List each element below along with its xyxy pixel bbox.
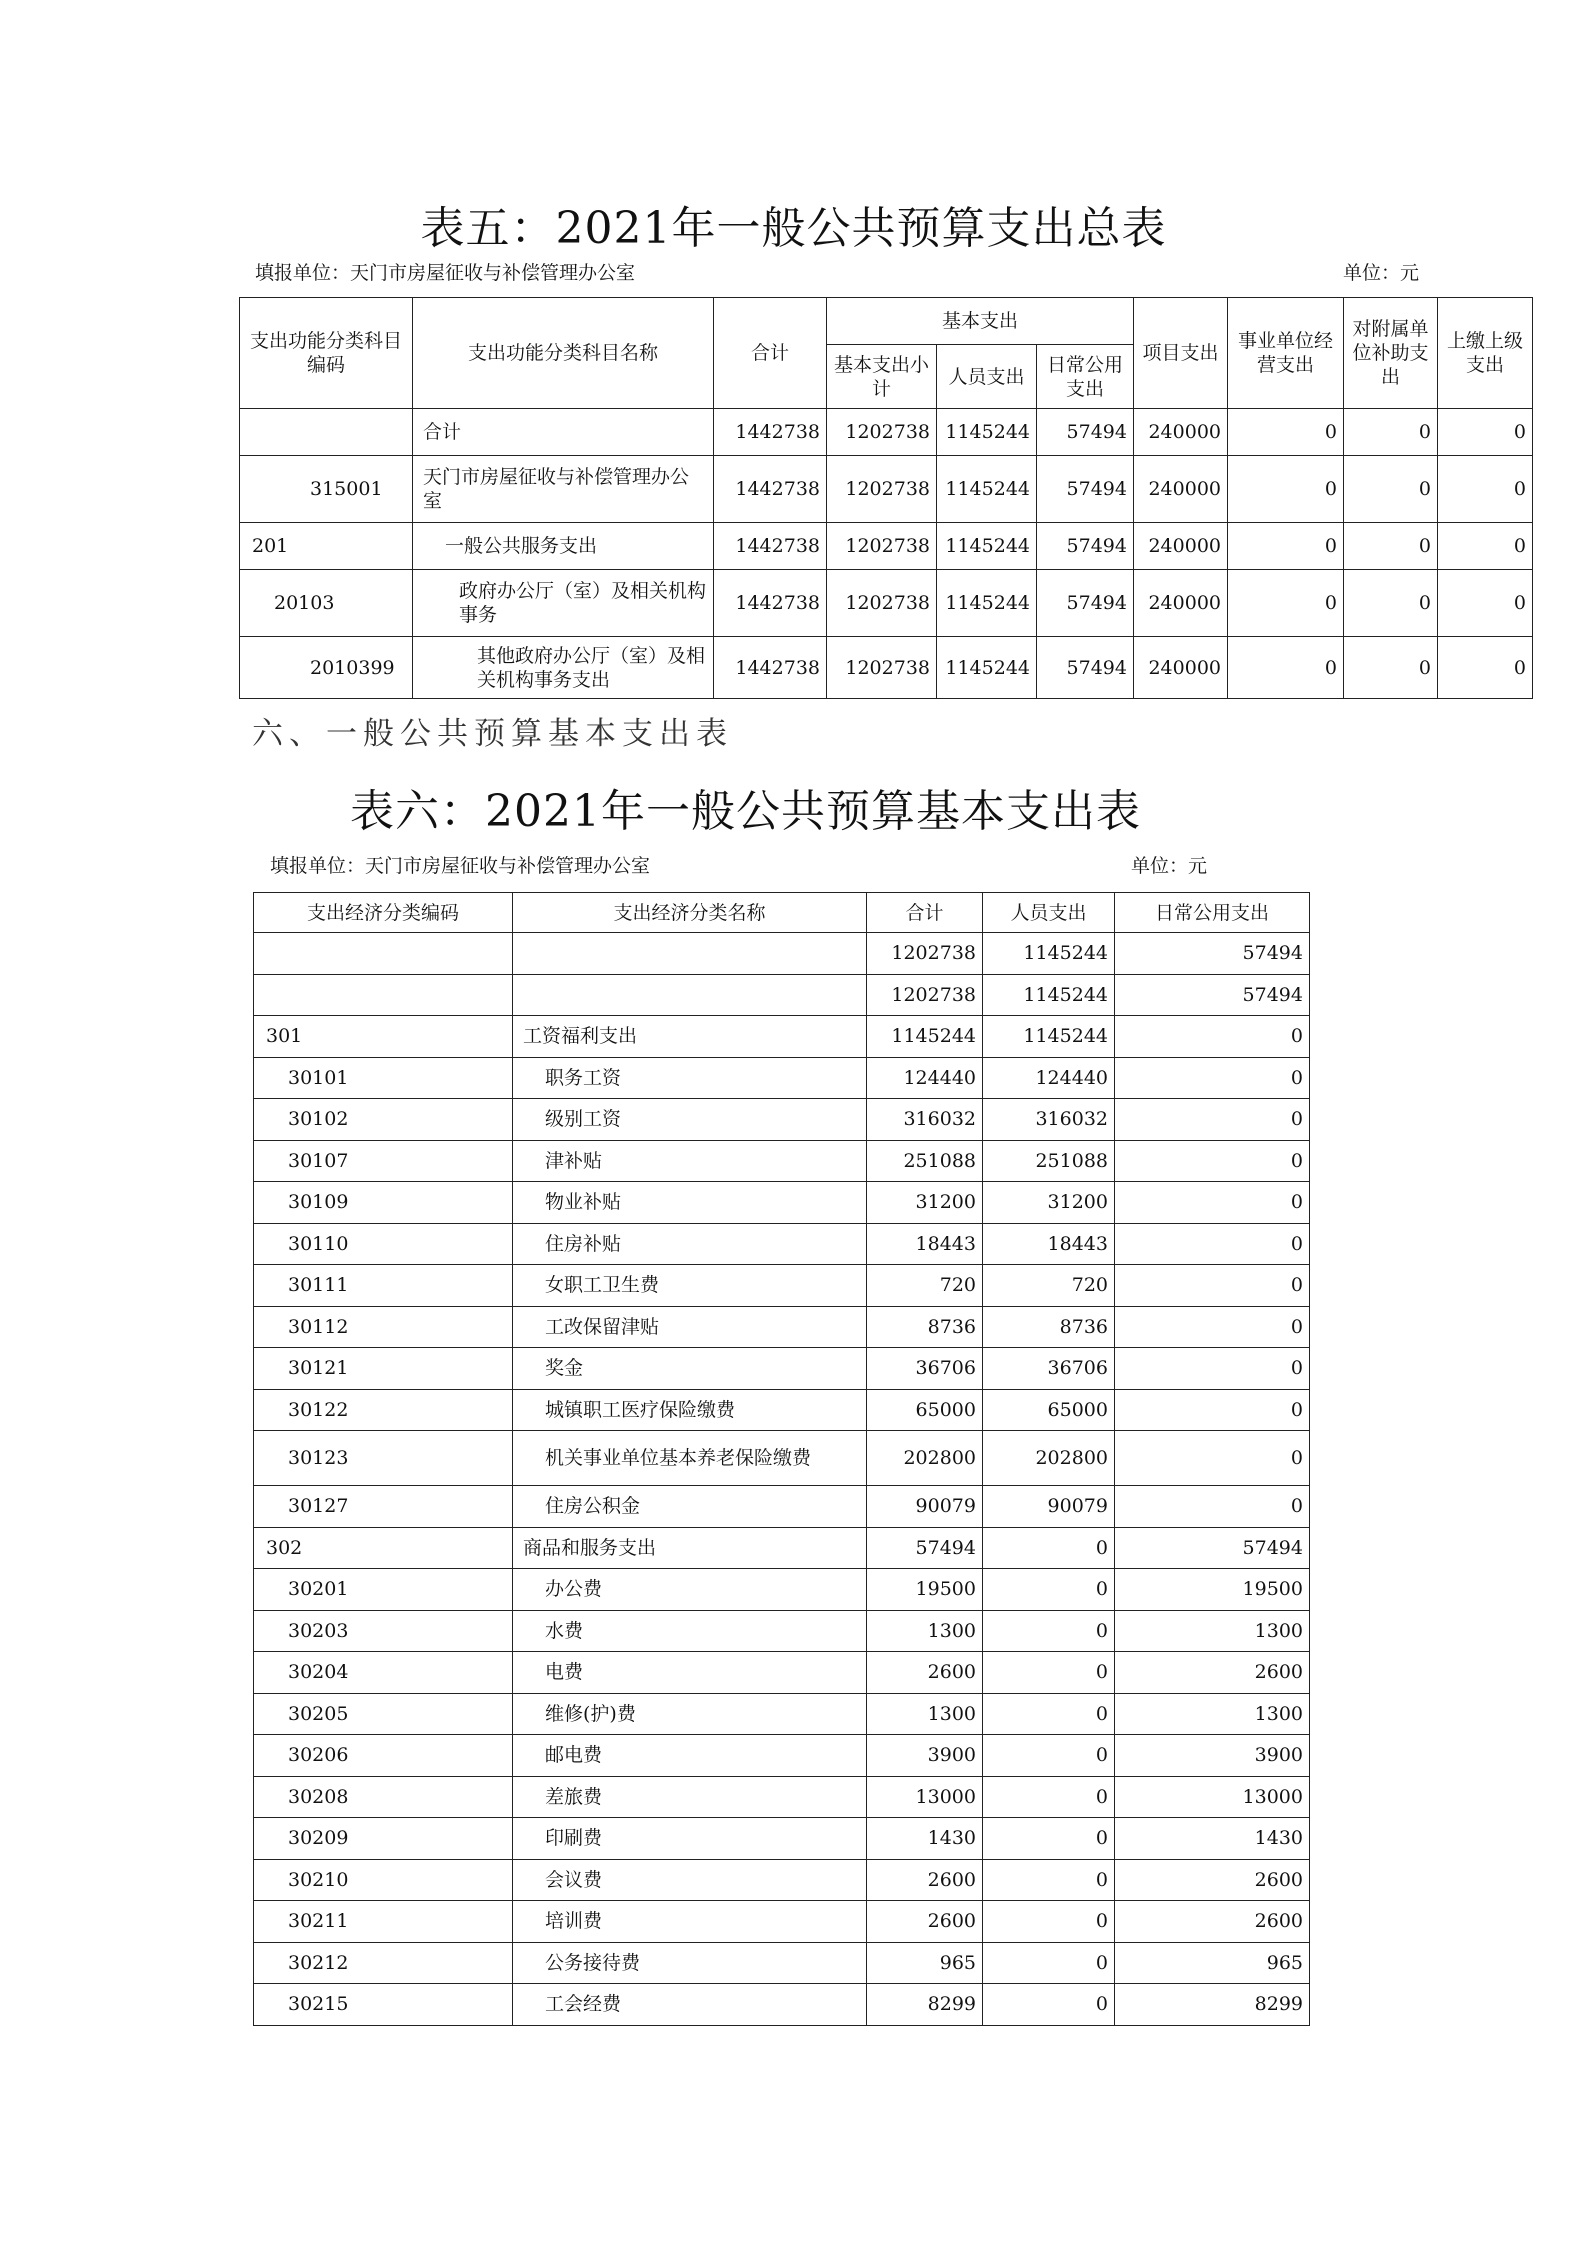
- t6-cell-name: [513, 933, 867, 975]
- table-row: [254, 974, 1310, 1016]
- t6-cell-personnel: 0: [983, 1527, 1115, 1569]
- t5-cell-business: 0: [1228, 409, 1344, 456]
- t6-cell-name: 工会经费: [513, 1984, 867, 2026]
- t6-cell-personnel: 65000: [983, 1389, 1115, 1431]
- t5-cell-basic-subtotal: 1202738: [827, 456, 937, 523]
- t6-cell-total: 124440: [867, 1057, 983, 1099]
- t6-cell-code: 30206: [254, 1735, 513, 1777]
- t6-cell-daily: 1300: [1115, 1610, 1310, 1652]
- t6-cell-personnel: 0: [983, 1610, 1115, 1652]
- t6-cell-total: 65000: [867, 1389, 983, 1431]
- t6-cell-code: 30209: [254, 1818, 513, 1860]
- t5-cell-upper: 0: [1438, 409, 1533, 456]
- t5-cell-project: 240000: [1134, 637, 1228, 699]
- t6-cell-total: 1202738: [867, 933, 983, 975]
- t5-cell-total: 1442738: [714, 637, 827, 699]
- t5-cell-personnel: 1145244: [937, 570, 1037, 637]
- t5-cell-personnel: 1145244: [937, 637, 1037, 699]
- t6-cell-name: 职务工资: [513, 1057, 867, 1099]
- table-row: [254, 1223, 1310, 1265]
- t6-cell-name: 会议费: [513, 1859, 867, 1901]
- t5-cell-subsidy: 0: [1344, 570, 1438, 637]
- t6-cell-name: 差旅费: [513, 1776, 867, 1818]
- table-row: [254, 1776, 1310, 1818]
- t6-cell-daily: 0: [1115, 1486, 1310, 1528]
- t5-cell-name: 合计: [413, 409, 714, 456]
- table-row: [254, 1140, 1310, 1182]
- table-row: [240, 456, 1533, 523]
- t6-cell-total: 36706: [867, 1348, 983, 1390]
- t6-cell-code: 30212: [254, 1942, 513, 1984]
- t6-cell-personnel: 8736: [983, 1306, 1115, 1348]
- t6-cell-personnel: 124440: [983, 1057, 1115, 1099]
- t6-cell-total: 316032: [867, 1099, 983, 1141]
- t6-cell-total: 8299: [867, 1984, 983, 2026]
- t6-cell-code: 30215: [254, 1984, 513, 2026]
- t6-cell-code: 30110: [254, 1223, 513, 1265]
- t6-cell-total: 13000: [867, 1776, 983, 1818]
- t5-cell-total: 1442738: [714, 409, 827, 456]
- t6-cell-name: 物业补贴: [513, 1182, 867, 1224]
- t6-cell-total: 1145244: [867, 1016, 983, 1058]
- t6-cell-name: 印刷费: [513, 1818, 867, 1860]
- t6-header-total: 合计: [867, 893, 983, 933]
- t5-header-code: 支出功能分类科目编码: [240, 298, 413, 409]
- table-row: [254, 1984, 1310, 2026]
- t6-cell-personnel: 202800: [983, 1431, 1115, 1486]
- t6-cell-total: 1202738: [867, 974, 983, 1016]
- t5-cell-business: 0: [1228, 637, 1344, 699]
- t6-cell-daily: 0: [1115, 1057, 1310, 1099]
- t5-cell-subsidy: 0: [1344, 637, 1438, 699]
- t5-cell-code: 201: [240, 523, 413, 570]
- t5-cell-basic-subtotal: 1202738: [827, 523, 937, 570]
- table-row: [254, 1901, 1310, 1943]
- t5-cell-daily: 57494: [1037, 637, 1134, 699]
- t6-cell-name: 住房补贴: [513, 1223, 867, 1265]
- t6-cell-code: 30109: [254, 1182, 513, 1224]
- t6-cell-personnel: 0: [983, 1735, 1115, 1777]
- t5-cell-daily: 57494: [1037, 523, 1134, 570]
- t6-cell-code: 30122: [254, 1389, 513, 1431]
- t6-cell-code: 302: [254, 1527, 513, 1569]
- table-row: [254, 1389, 1310, 1431]
- t5-cell-basic-subtotal: 1202738: [827, 637, 937, 699]
- table-row: [254, 1859, 1310, 1901]
- t5-cell-name: 一般公共服务支出: [413, 523, 714, 570]
- t6-cell-daily: 57494: [1115, 933, 1310, 975]
- t6-cell-personnel: 0: [983, 1652, 1115, 1694]
- t5-cell-total: 1442738: [714, 523, 827, 570]
- table-row: [254, 1652, 1310, 1694]
- t6-cell-name: 女职工卫生费: [513, 1265, 867, 1307]
- t6-cell-daily: 0: [1115, 1431, 1310, 1486]
- t5-cell-upper: 0: [1438, 523, 1533, 570]
- t5-cell-personnel: 1145244: [937, 456, 1037, 523]
- t6-cell-code: 30211: [254, 1901, 513, 1943]
- t6-cell-name: 邮电费: [513, 1735, 867, 1777]
- t6-header-name: 支出经济分类名称: [513, 893, 867, 933]
- table-row: [254, 1057, 1310, 1099]
- t6-cell-name: 培训费: [513, 1901, 867, 1943]
- table-row: [254, 1099, 1310, 1141]
- t5-cell-business: 0: [1228, 523, 1344, 570]
- t6-cell-total: 18443: [867, 1223, 983, 1265]
- t6-cell-personnel: 0: [983, 1942, 1115, 1984]
- table5-title: 表五：2021年一般公共预算支出总表: [420, 203, 1167, 254]
- t6-header-personnel: 人员支出: [983, 893, 1115, 933]
- t6-cell-code: 30123: [254, 1431, 513, 1486]
- t6-cell-personnel: 0: [983, 1693, 1115, 1735]
- t5-cell-total: 1442738: [714, 570, 827, 637]
- t6-cell-code: 30102: [254, 1099, 513, 1141]
- t6-cell-name: [513, 974, 867, 1016]
- t5-cell-business: 0: [1228, 456, 1344, 523]
- table5-reporting-unit: 填报单位：天门市房屋征收与补偿管理办公室: [255, 262, 636, 284]
- t6-cell-code: 30112: [254, 1306, 513, 1348]
- t6-cell-personnel: 90079: [983, 1486, 1115, 1528]
- t6-cell-daily: 8299: [1115, 1984, 1310, 2026]
- t5-cell-project: 240000: [1134, 570, 1228, 637]
- t5-cell-upper: 0: [1438, 456, 1533, 523]
- t6-cell-daily: 0: [1115, 1306, 1310, 1348]
- t6-cell-daily: 0: [1115, 1140, 1310, 1182]
- table-row: [254, 1348, 1310, 1390]
- section-heading: 六、一般公共预算基本支出表: [252, 716, 733, 752]
- t6-cell-personnel: 0: [983, 1818, 1115, 1860]
- t6-cell-code: 30127: [254, 1486, 513, 1528]
- t6-cell-personnel: 720: [983, 1265, 1115, 1307]
- table6-currency-unit: 单位：元: [1131, 855, 1208, 877]
- t6-cell-code: 30208: [254, 1776, 513, 1818]
- t6-cell-code: 30101: [254, 1057, 513, 1099]
- t6-cell-personnel: 0: [983, 1984, 1115, 2026]
- t6-cell-name: 水费: [513, 1610, 867, 1652]
- t5-cell-subsidy: 0: [1344, 409, 1438, 456]
- t6-cell-code: 301: [254, 1016, 513, 1058]
- t6-cell-daily: 1430: [1115, 1818, 1310, 1860]
- t6-cell-name: 商品和服务支出: [513, 1527, 867, 1569]
- t6-cell-code: 30204: [254, 1652, 513, 1694]
- t5-cell-personnel: 1145244: [937, 409, 1037, 456]
- table-row: [254, 1306, 1310, 1348]
- t5-cell-subsidy: 0: [1344, 456, 1438, 523]
- t6-cell-daily: 19500: [1115, 1569, 1310, 1611]
- t6-cell-personnel: 1145244: [983, 933, 1115, 975]
- t6-cell-total: 1300: [867, 1693, 983, 1735]
- t5-cell-code: 20103: [240, 570, 413, 637]
- t6-cell-total: 2600: [867, 1901, 983, 1943]
- t6-cell-name: 机关事业单位基本养老保险缴费: [513, 1431, 867, 1486]
- t5-cell-upper: 0: [1438, 570, 1533, 637]
- t6-cell-code: [254, 974, 513, 1016]
- t6-cell-daily: 0: [1115, 1223, 1310, 1265]
- t6-cell-code: 30201: [254, 1569, 513, 1611]
- t6-cell-daily: 2600: [1115, 1859, 1310, 1901]
- t6-cell-daily: 13000: [1115, 1776, 1310, 1818]
- t5-header-basic: 基本支出: [827, 298, 1134, 345]
- t6-cell-daily: 0: [1115, 1099, 1310, 1141]
- t6-cell-code: 30107: [254, 1140, 513, 1182]
- table6: [253, 892, 1310, 2026]
- t5-cell-basic-subtotal: 1202738: [827, 570, 937, 637]
- t6-cell-personnel: 0: [983, 1901, 1115, 1943]
- t6-cell-total: 1300: [867, 1610, 983, 1652]
- t6-cell-code: [254, 933, 513, 975]
- table-row: [254, 1818, 1310, 1860]
- table-row: [254, 1693, 1310, 1735]
- t6-cell-total: 57494: [867, 1527, 983, 1569]
- t6-cell-daily: 0: [1115, 1016, 1310, 1058]
- table-row: [254, 1016, 1310, 1058]
- t5-header-daily: 日常公用支出: [1037, 345, 1134, 409]
- t6-cell-personnel: 0: [983, 1776, 1115, 1818]
- t5-header-project: 项目支出: [1134, 298, 1228, 409]
- t5-cell-basic-subtotal: 1202738: [827, 409, 937, 456]
- t6-cell-total: 2600: [867, 1652, 983, 1694]
- t6-cell-personnel: 18443: [983, 1223, 1115, 1265]
- t6-cell-personnel: 0: [983, 1859, 1115, 1901]
- t6-header-daily: 日常公用支出: [1115, 893, 1310, 933]
- t5-cell-project: 240000: [1134, 456, 1228, 523]
- table-row: [254, 1610, 1310, 1652]
- t6-cell-daily: 1300: [1115, 1693, 1310, 1735]
- t5-cell-code: 315001: [240, 456, 413, 523]
- t6-cell-personnel: 36706: [983, 1348, 1115, 1390]
- t6-cell-total: 720: [867, 1265, 983, 1307]
- table-row: [254, 1431, 1310, 1486]
- t6-cell-name: 工改保留津贴: [513, 1306, 867, 1348]
- table5-currency-unit: 单位：元: [1343, 262, 1420, 284]
- table-row: [254, 1486, 1310, 1528]
- t6-cell-total: 202800: [867, 1431, 983, 1486]
- t6-cell-daily: 57494: [1115, 974, 1310, 1016]
- t6-cell-code: 30203: [254, 1610, 513, 1652]
- t6-cell-daily: 57494: [1115, 1527, 1310, 1569]
- t6-cell-daily: 0: [1115, 1265, 1310, 1307]
- t6-cell-total: 1430: [867, 1818, 983, 1860]
- t6-cell-daily: 0: [1115, 1348, 1310, 1390]
- t6-cell-code: 30210: [254, 1859, 513, 1901]
- table-row: [240, 409, 1533, 456]
- t5-cell-project: 240000: [1134, 409, 1228, 456]
- t6-cell-personnel: 1145244: [983, 974, 1115, 1016]
- table-row: [254, 933, 1310, 975]
- t6-cell-daily: 2600: [1115, 1901, 1310, 1943]
- t6-cell-total: 90079: [867, 1486, 983, 1528]
- t5-cell-code: [240, 409, 413, 456]
- t5-header-basic-subtotal: 基本支出小计: [827, 345, 937, 409]
- t6-cell-code: 30111: [254, 1265, 513, 1307]
- t6-cell-name: 电费: [513, 1652, 867, 1694]
- t6-cell-name: 工资福利支出: [513, 1016, 867, 1058]
- t6-cell-total: 31200: [867, 1182, 983, 1224]
- t5-header-name: 支出功能分类科目名称: [413, 298, 714, 409]
- t5-cell-daily: 57494: [1037, 456, 1134, 523]
- table-row: [254, 1569, 1310, 1611]
- table-row: [240, 523, 1533, 570]
- t5-cell-total: 1442738: [714, 456, 827, 523]
- t6-cell-daily: 965: [1115, 1942, 1310, 1984]
- t6-cell-code: 30121: [254, 1348, 513, 1390]
- t5-header-business: 事业单位经营支出: [1228, 298, 1344, 409]
- t6-cell-name: 级别工资: [513, 1099, 867, 1141]
- table-row: [254, 1527, 1310, 1569]
- table-row: [240, 637, 1533, 699]
- t6-cell-total: 2600: [867, 1859, 983, 1901]
- t5-cell-subsidy: 0: [1344, 523, 1438, 570]
- t6-cell-daily: 0: [1115, 1389, 1310, 1431]
- t6-cell-name: 城镇职工医疗保险缴费: [513, 1389, 867, 1431]
- t6-cell-total: 8736: [867, 1306, 983, 1348]
- t6-cell-code: 30205: [254, 1693, 513, 1735]
- t6-cell-name: 办公费: [513, 1569, 867, 1611]
- t5-cell-daily: 57494: [1037, 409, 1134, 456]
- table5: [239, 297, 1533, 699]
- t6-cell-name: 维修(护)费: [513, 1693, 867, 1735]
- table6-reporting-unit: 填报单位：天门市房屋征收与补偿管理办公室: [270, 855, 651, 877]
- t6-cell-name: 津补贴: [513, 1140, 867, 1182]
- t6-cell-daily: 3900: [1115, 1735, 1310, 1777]
- t6-cell-name: 公务接待费: [513, 1942, 867, 1984]
- t6-header-code: 支出经济分类编码: [254, 893, 513, 933]
- t6-cell-personnel: 0: [983, 1569, 1115, 1611]
- t5-header-subsidy: 对附属单位补助支出: [1344, 298, 1438, 409]
- t5-cell-business: 0: [1228, 570, 1344, 637]
- t6-cell-name: 奖金: [513, 1348, 867, 1390]
- table-row: [240, 570, 1533, 637]
- t5-cell-upper: 0: [1438, 637, 1533, 699]
- table-row: [254, 1265, 1310, 1307]
- t6-cell-personnel: 31200: [983, 1182, 1115, 1224]
- t5-cell-project: 240000: [1134, 523, 1228, 570]
- t6-cell-personnel: 316032: [983, 1099, 1115, 1141]
- t6-cell-total: 965: [867, 1942, 983, 1984]
- t6-cell-total: 3900: [867, 1735, 983, 1777]
- t5-header-personnel: 人员支出: [937, 345, 1037, 409]
- t5-header-total: 合计: [714, 298, 827, 409]
- t6-cell-personnel: 1145244: [983, 1016, 1115, 1058]
- t5-cell-daily: 57494: [1037, 570, 1134, 637]
- t6-cell-total: 251088: [867, 1140, 983, 1182]
- t5-cell-personnel: 1145244: [937, 523, 1037, 570]
- table6-title: 表六：2021年一般公共预算基本支出表: [350, 786, 1141, 837]
- table-row: [254, 1182, 1310, 1224]
- t6-cell-total: 19500: [867, 1569, 983, 1611]
- t6-cell-name: 住房公积金: [513, 1486, 867, 1528]
- table-row: [254, 1942, 1310, 1984]
- t6-cell-daily: 2600: [1115, 1652, 1310, 1694]
- table-row: [254, 1735, 1310, 1777]
- t6-cell-personnel: 251088: [983, 1140, 1115, 1182]
- t5-cell-name: 政府办公厅（室）及相关机构事务: [413, 570, 714, 637]
- t5-cell-name: 其他政府办公厅（室）及相关机构事务支出: [413, 637, 714, 699]
- t6-cell-daily: 0: [1115, 1182, 1310, 1224]
- t5-cell-code: 2010399: [240, 637, 413, 699]
- t5-cell-name: 天门市房屋征收与补偿管理办公室: [413, 456, 714, 523]
- t5-header-upper: 上缴上级支出: [1438, 298, 1533, 409]
